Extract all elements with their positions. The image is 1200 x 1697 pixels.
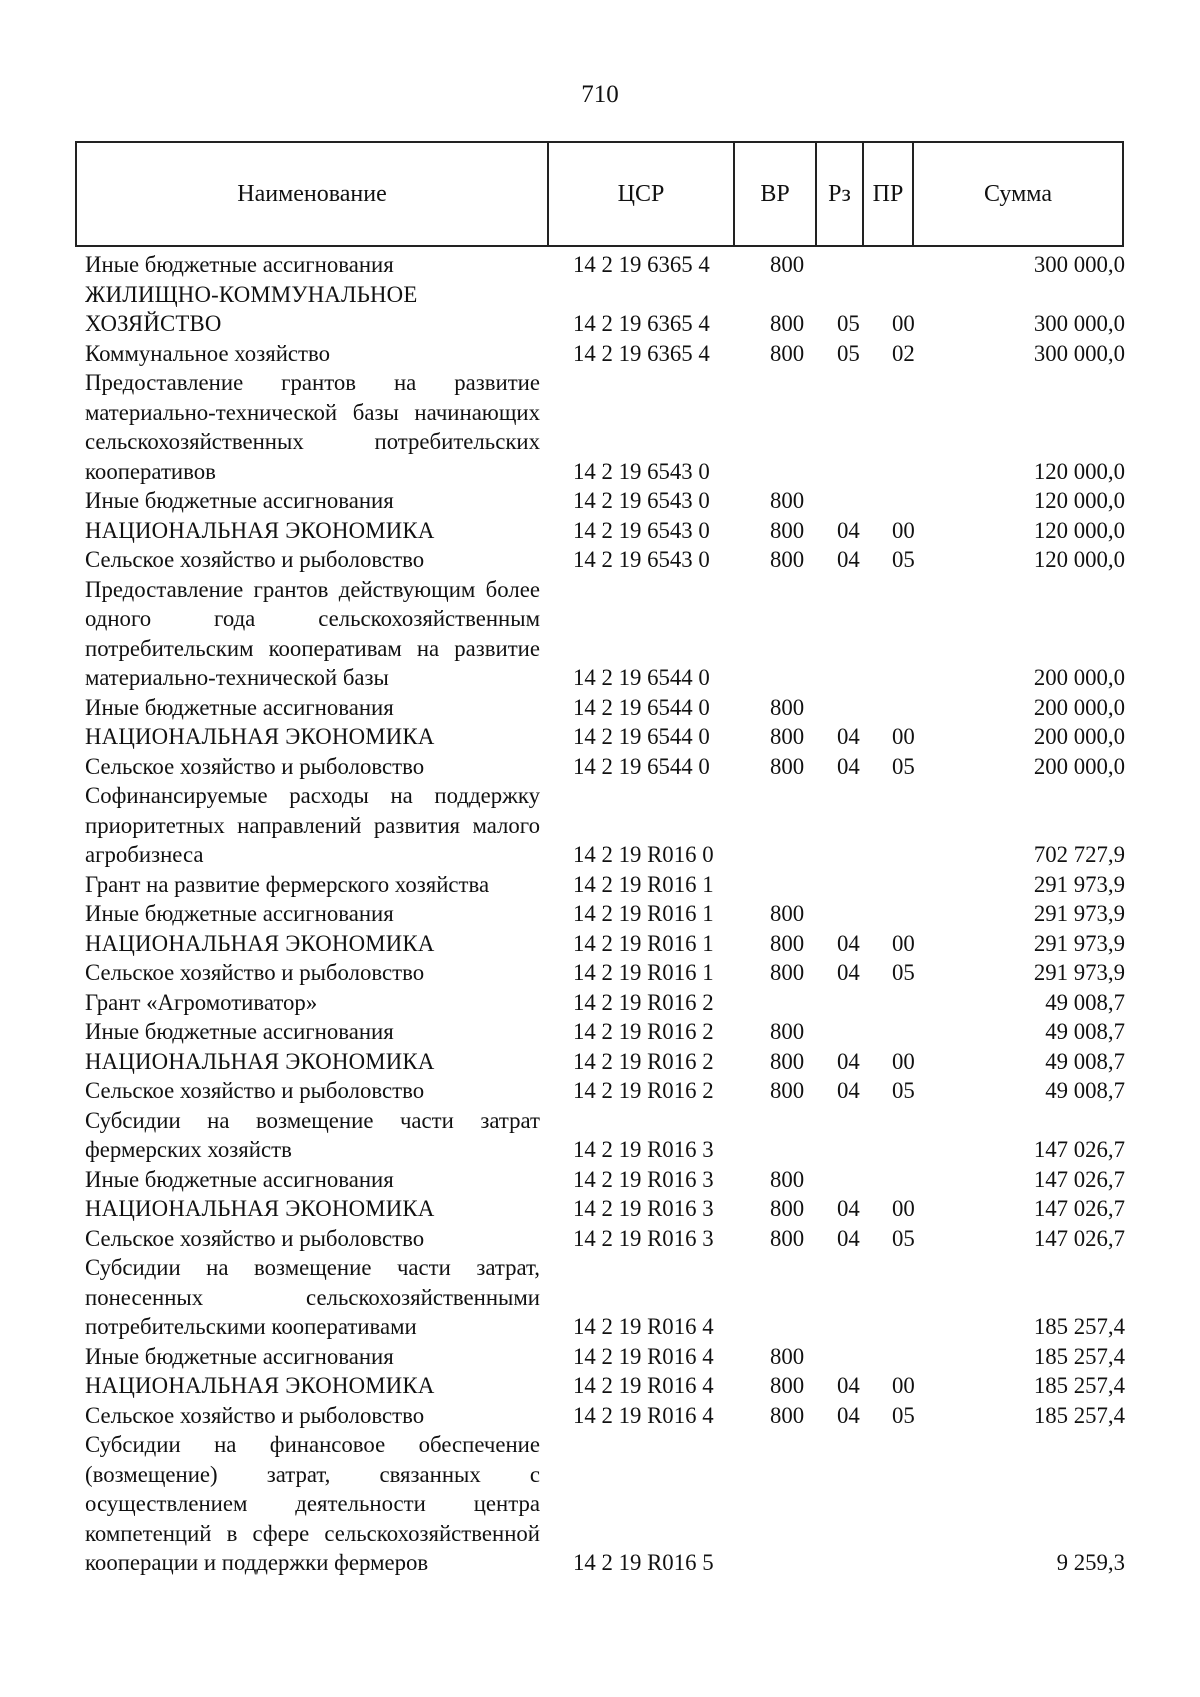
row-csr: 14 2 19 6544 0 [573,724,710,749]
row-sum: 300 000,0 [1033,340,1125,366]
row-sum: 291 973,9 [1033,871,1125,897]
row-vr: 800 [770,1048,805,1074]
table-row [85,250,1125,280]
row-csr: 14 2 19 R016 2 [573,989,714,1015]
row-csr: 14 2 19 6365 4 [573,252,710,277]
row-sum: 200 000,0 [1033,724,1125,749]
row-csr: 14 2 19 R016 2 [573,1078,714,1103]
row-sum: 185 257,4 [1033,1343,1125,1369]
row-vr: 800 [770,1373,805,1398]
page-number: 710 [581,81,619,108]
row-pr: 00 [892,517,915,543]
table-row [85,899,1125,929]
row-sum: 49 008,7 [1045,1019,1125,1044]
row-name: Сельское хозяйство и рыболовство [85,753,425,779]
table-body [85,250,1125,1578]
row-vr: 800 [770,753,805,779]
row-sum: 185 257,4 [1033,1314,1125,1339]
row-rz: 04 [837,1373,860,1398]
row-sum: 291 973,9 [1033,960,1125,985]
row-rz: 04 [837,547,860,572]
row-name: Сельское хозяйство и рыболовство [85,960,425,985]
row-csr: 14 2 19 R016 1 [573,871,714,897]
table-row [85,929,1125,959]
row-name: Иные бюджетные ассигнования [85,1166,394,1192]
row-sum: 147 026,7 [1033,1166,1125,1192]
row-name: Иные бюджетные ассигнования [85,901,394,926]
row-rz: 04 [837,1225,860,1251]
row-sum: 120 000,0 [1033,547,1125,572]
row-name: Сельское хозяйство и рыболовство [85,1078,425,1103]
row-csr: 14 2 19 R016 3 [573,1196,714,1221]
row-sum: 300 000,0 [1033,252,1125,277]
row-csr: 14 2 19 R016 4 [573,1314,714,1339]
table-row [85,575,1125,693]
row-name: НАЦИОНАЛЬНАЯ ЭКОНОМИКА [85,517,435,543]
row-name: Иные бюджетные ассигнования [85,252,394,277]
table-row [85,1047,1125,1077]
table-row [85,1430,1125,1578]
row-csr: 14 2 19 6544 0 [573,753,710,779]
table-row [85,516,1125,546]
row-name: Коммунальное хозяйство [85,340,330,366]
table-row [85,870,1125,900]
row-csr: 14 2 19 R016 5 [573,1550,714,1575]
row-sum: 291 973,9 [1033,930,1125,956]
row-sum: 120 000,0 [1033,488,1125,513]
row-name: Субсидии на финансовое обеспечение (возмещение) затрат, связанных с осуществлением деятельности центра компетенций в сфере сельскохозяйственной кооперации и поддержки фермеров [85,1432,540,1575]
row-pr: 00 [892,1196,915,1221]
row-csr: 14 2 19 R016 0 [573,842,714,867]
header-pr: ПР [862,143,912,245]
table-row [85,1253,1125,1342]
row-name: Предоставление грантов действующим более одного года сельскохозяйственным потребительским кооперативам на развитие материально-технической базы [85,576,540,690]
row-csr: 14 2 19 R016 4 [573,1402,714,1428]
row-sum: 185 257,4 [1033,1373,1125,1398]
row-vr: 800 [770,1225,805,1251]
table-row [85,1106,1125,1165]
row-sum: 200 000,0 [1033,665,1125,690]
row-name: Иные бюджетные ассигнования [85,488,394,513]
row-name: Иные бюджетные ассигнования [85,694,394,720]
row-csr: 14 2 19 R016 4 [573,1343,714,1369]
row-sum: 291 973,9 [1033,901,1125,926]
row-vr: 800 [770,1078,805,1103]
row-sum: 120 000,0 [1033,517,1125,543]
row-vr: 800 [770,340,805,366]
row-vr: 800 [770,1166,805,1192]
row-sum: 702 727,9 [1033,842,1125,867]
row-sum: 147 026,7 [1033,1137,1125,1162]
row-vr: 800 [770,930,805,956]
row-vr: 800 [770,488,805,513]
table-row [85,368,1125,486]
row-sum: 9 259,3 [1056,1550,1125,1575]
row-pr: 00 [892,724,915,749]
table-row [85,1165,1125,1195]
row-pr: 00 [892,311,915,336]
row-vr: 800 [770,547,805,572]
table-row [85,1401,1125,1431]
row-vr: 800 [770,960,805,985]
table-row [85,722,1125,752]
row-sum: 200 000,0 [1033,694,1125,720]
row-name: НАЦИОНАЛЬНАЯ ЭКОНОМИКА [85,724,435,749]
row-name: ЖИЛИЩНО-КОММУНАЛЬНОЕ ХОЗЯЙСТВО [85,281,418,336]
row-rz: 04 [837,724,860,749]
row-pr: 00 [892,1048,915,1074]
table-row [85,1194,1125,1224]
row-sum: 200 000,0 [1033,753,1125,779]
table-row [85,958,1125,988]
row-sum: 49 008,7 [1045,989,1125,1015]
row-rz: 04 [837,517,860,543]
row-name: Сельское хозяйство и рыболовство [85,1225,425,1251]
table-row [85,1371,1125,1401]
row-csr: 14 2 19 R016 1 [573,930,714,956]
row-csr: 14 2 19 6543 0 [573,488,710,513]
row-csr: 14 2 19 6365 4 [573,340,710,366]
row-rz: 04 [837,1078,860,1103]
row-csr: 14 2 19 6543 0 [573,458,710,484]
row-name: Субсидии на возмещение части затрат фермерских хозяйств [85,1107,540,1162]
table-row [85,486,1125,516]
table-header [75,141,1124,247]
row-vr: 800 [770,694,805,720]
row-csr: 14 2 19 R016 1 [573,960,714,985]
row-csr: 14 2 19 6543 0 [573,517,710,543]
header-rz: Рз [815,143,862,245]
table-row [85,1017,1125,1047]
table-row [85,1224,1125,1254]
row-name: Субсидии на возмещение части затрат, понесенных сельскохозяйственными потребительскими кооперативами [85,1255,540,1339]
row-name: Сельское хозяйство и рыболовство [85,1402,425,1428]
row-pr: 02 [892,340,915,366]
row-name: НАЦИОНАЛЬНАЯ ЭКОНОМИКА [85,1048,435,1074]
table-row [85,545,1125,575]
row-vr: 800 [770,1343,805,1369]
row-vr: 800 [770,901,805,926]
header-vr: ВР [733,143,815,245]
table-row [85,693,1125,723]
row-vr: 800 [770,1196,805,1221]
row-csr: 14 2 19 R016 2 [573,1019,714,1044]
row-csr: 14 2 19 6543 0 [573,547,710,572]
row-name: НАЦИОНАЛЬНАЯ ЭКОНОМИКА [85,1196,435,1221]
row-sum: 49 008,7 [1045,1048,1125,1074]
row-sum: 300 000,0 [1033,311,1125,336]
row-vr: 800 [770,311,805,336]
row-csr: 14 2 19 6544 0 [573,665,710,690]
row-name: Иные бюджетные ассигнования [85,1019,394,1044]
table-row [85,339,1125,369]
row-name: Грант на развитие фермерского хозяйства [85,871,490,897]
row-sum: 120 000,0 [1033,458,1125,484]
row-csr: 14 2 19 R016 3 [573,1225,714,1251]
row-vr: 800 [770,1019,805,1044]
row-rz: 04 [837,930,860,956]
row-rz: 04 [837,753,860,779]
row-pr: 05 [892,960,915,985]
row-csr: 14 2 19 R016 4 [573,1373,714,1398]
row-rz: 04 [837,960,860,985]
row-csr: 14 2 19 6365 4 [573,311,710,336]
row-rz: 05 [837,340,860,366]
row-rz: 04 [837,1196,860,1221]
row-vr: 800 [770,252,805,277]
header-csr: ЦСР [547,143,733,245]
row-pr: 05 [892,547,915,572]
row-csr: 14 2 19 R016 3 [573,1166,714,1192]
row-vr: 800 [770,517,805,543]
table-row [85,752,1125,782]
row-name: НАЦИОНАЛЬНАЯ ЭКОНОМИКА [85,1373,435,1398]
row-name: Софинансируемые расходы на поддержку приоритетных направлений развития малого агробизнеса [85,783,540,867]
row-sum: 185 257,4 [1033,1402,1125,1428]
row-pr: 05 [892,1225,915,1251]
row-name: Иные бюджетные ассигнования [85,1343,394,1369]
row-name: Предоставление грантов на развитие материально-технической базы начинающих сельскохозяйственных потребительских кооперативов [85,370,540,484]
row-pr: 05 [892,1078,915,1103]
row-csr: 14 2 19 6544 0 [573,694,710,720]
row-name: НАЦИОНАЛЬНАЯ ЭКОНОМИКА [85,930,435,956]
row-csr: 14 2 19 R016 2 [573,1048,714,1074]
row-sum: 49 008,7 [1045,1078,1125,1103]
row-pr: 05 [892,753,915,779]
row-pr: 00 [892,1373,915,1398]
row-rz: 05 [837,311,860,336]
row-vr: 800 [770,724,805,749]
table-row [85,1342,1125,1372]
row-csr: 14 2 19 R016 1 [573,901,714,926]
row-vr: 800 [770,1402,805,1428]
row-name: Грант «Агромотиватор» [85,989,318,1015]
table-row [85,781,1125,870]
row-rz: 04 [837,1048,860,1074]
header-name: Наименование [237,180,387,207]
row-pr: 05 [892,1402,915,1428]
table-row [85,988,1125,1018]
row-csr: 14 2 19 R016 3 [573,1137,714,1162]
row-sum: 147 026,7 [1033,1196,1125,1221]
row-pr: 00 [892,930,915,956]
row-rz: 04 [837,1402,860,1428]
table-row [85,1076,1125,1106]
table-row [85,280,1125,339]
header-sum: Сумма [912,143,1122,245]
row-sum: 147 026,7 [1033,1225,1125,1251]
row-name: Сельское хозяйство и рыболовство [85,547,425,572]
